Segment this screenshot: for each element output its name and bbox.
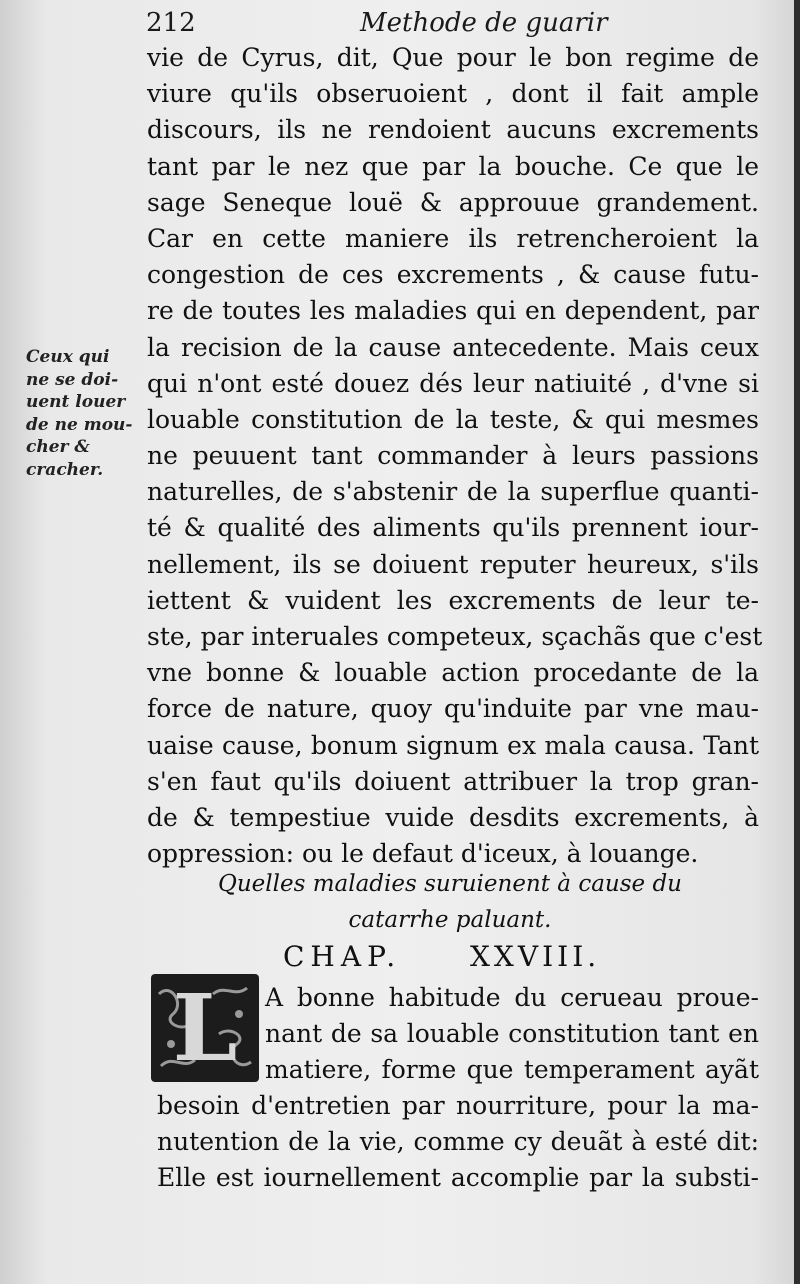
page-edge-shadow: [794, 0, 800, 1284]
chapter-heading: [140, 866, 760, 938]
chapter-line: nutention de la vie, comme cy deuãt à esté dit:: [157, 1127, 759, 1156]
body-line: ne peuuent tant commander à leurs passions: [147, 441, 759, 471]
drop-cap-ornament: [151, 974, 259, 1082]
chapter-line: besoin d'entretien par nourriture, pour la ma-: [157, 1091, 759, 1120]
chapter-heading-line: catarrhe paluant.: [348, 907, 552, 933]
chapter-line: nant de sa louable constitution tant en: [265, 1019, 759, 1048]
drop-cap-letter: L: [172, 974, 238, 1082]
chapter-line: matiere, forme que temperament ayãt: [265, 1055, 759, 1084]
body-line: s'en faut qu'ils doiuent attribuer la trop gran-: [147, 766, 759, 796]
margin-note-line: uent louer: [26, 392, 126, 412]
body-text: [147, 40, 763, 872]
body-line: Car en cette maniere ils retrencheroient la: [147, 223, 759, 253]
body-line: nellement, ils se doiuent reputer heureux, s'ils: [147, 549, 759, 579]
body-line: té & qualité des aliments qu'ils prennent iour-: [147, 513, 759, 543]
body-line: vne bonne & louable action procedante de la: [147, 658, 759, 688]
body-line: qui n'ont esté douez dés leur natiuité , d'vne si: [147, 368, 759, 398]
chapter-number: XXVIII.: [470, 940, 601, 973]
body-line: de & tempestiue vuide desdits excrements, à: [147, 802, 759, 832]
margin-note-line: de ne mou-: [26, 414, 133, 435]
page-number: 212: [146, 8, 196, 38]
body-line: naturelles, de s'abstenir de la superflue quanti-: [147, 477, 759, 507]
margin-note: [26, 346, 144, 481]
body-line: sage Seneque louë & approuue grandement.: [147, 187, 759, 217]
margin-note-line: Ceux qui: [26, 347, 110, 367]
body-line: tant par le nez que par la bouche. Ce que le: [147, 151, 759, 181]
page-header: [140, 6, 760, 42]
margin-note-line: cracher.: [26, 459, 104, 480]
body-line: viure qu'ils obseruoient , dont il fait ample: [147, 79, 759, 109]
chapter-line: Elle est iournellement accomplie par la substi-: [157, 1163, 759, 1192]
body-line: oppression: ou le defaut d'iceux, à louange.: [147, 839, 699, 869]
body-line: congestion de ces excrements , & cause futu-: [147, 260, 759, 290]
body-line: force de nature, quoy qu'induite par vne mau-: [147, 694, 759, 724]
body-line: vie de Cyrus, dit, Que pour le bon regime de: [147, 43, 759, 72]
chapter-heading-line: Quelles maladies suruienent à cause du: [218, 871, 682, 897]
chapter-body-indented: [265, 980, 759, 1088]
chapter-label: CHAP.: [283, 940, 402, 973]
body-line: iettent & vuident les excrements de leur te-: [147, 585, 759, 615]
body-line: louable constitution de la teste, & qui mesmes: [147, 404, 759, 434]
chapter-line: A bonne habitude du cerueau proue-: [265, 983, 759, 1012]
margin-note-line: cher &: [26, 437, 90, 457]
body-line: uaise cause, bonum signum ex mala causa. Tant: [147, 730, 759, 760]
body-line: ste, par interuales competeux, sçachãs que c'est: [147, 622, 763, 651]
body-line: discours, ils ne rendoient aucuns excrements: [147, 115, 759, 145]
body-line: re de toutes les maladies qui en dependent, par: [147, 296, 759, 326]
margin-note-line: ne se doi-: [26, 369, 119, 390]
chapter-body-full: [157, 1088, 759, 1196]
running-head: Methode de guarir: [360, 8, 608, 38]
body-line: la recision de la cause antecedente. Mais ceux: [147, 332, 759, 362]
